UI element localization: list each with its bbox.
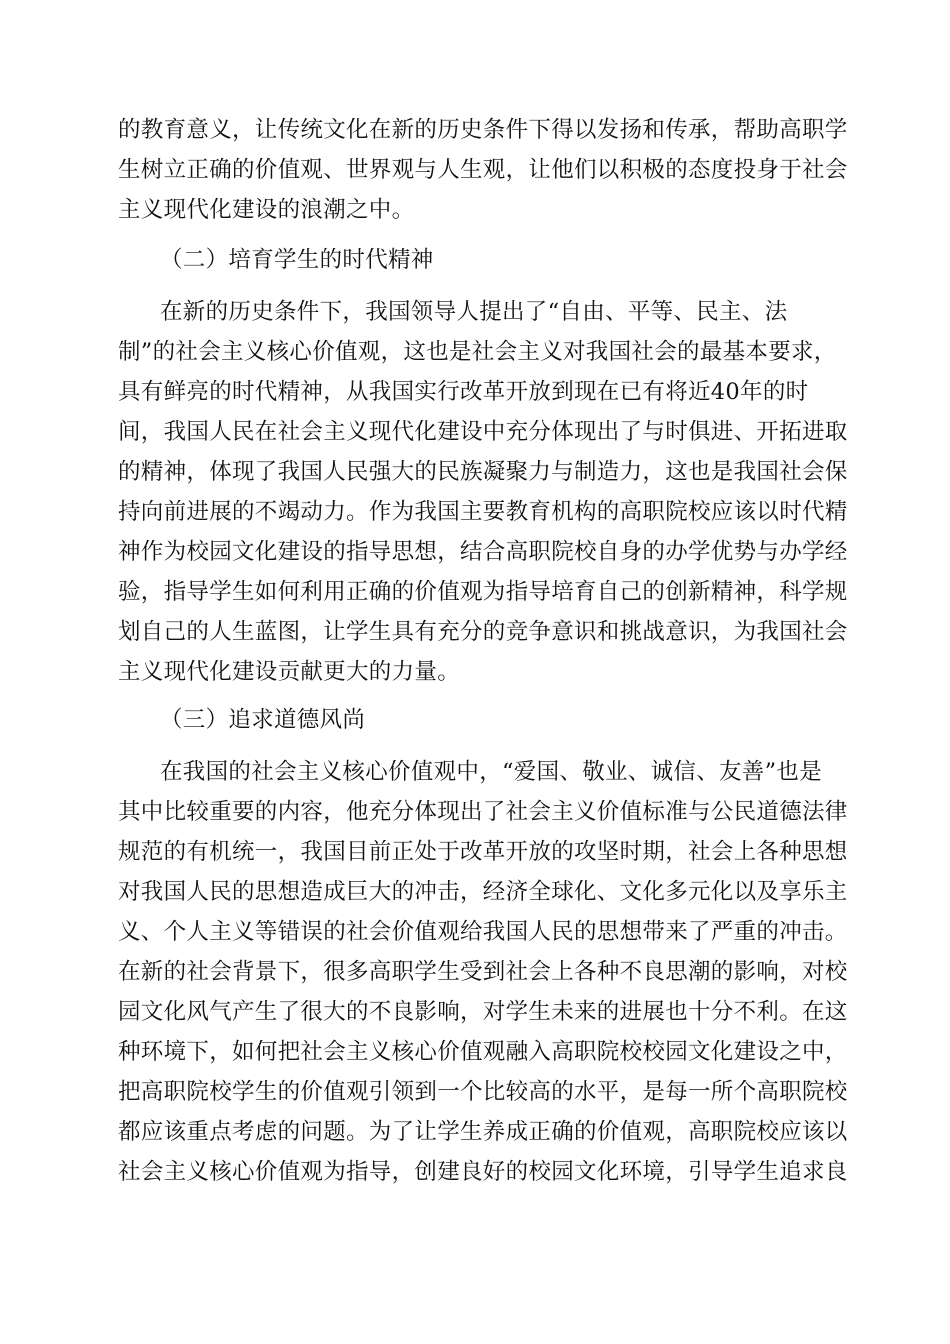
text-line: 划自己的人生蓝图，让学生具有充分的竞争意识和挑战意识，为我国社会 [118, 619, 848, 645]
text-line: 园文化风气产生了很大的不良影响，对学生未来的进展也十分不利。在这 [118, 999, 848, 1025]
text-line: 制”的社会主义核心价值观，这也是社会主义对我国社会的最基本要求， [118, 339, 837, 365]
text-line: 在新的历史条件下，我国领导人提出了“自由、平等、民主、法 [160, 299, 788, 325]
text-line: 把高职院校学生的价值观引领到一个比较高的水平，是每一所个高职院校 [118, 1079, 848, 1105]
text-line: 验，指导学生如何利用正确的价值观为指导培育自己的创新精神，科学规 [118, 579, 848, 605]
text-line: 规范的有机统一，我国目前正处于改革开放的攻坚时期，社会上各种思想 [118, 839, 848, 865]
section-heading: （三）追求道德风尚 [160, 707, 366, 733]
text-line: 其中比较重要的内容，他充分体现出了社会主义价值标准与公民道德法律 [118, 799, 848, 825]
text-line: 对我国人民的思想造成巨大的冲击，经济全球化、文化多元化以及享乐主 [118, 879, 848, 905]
section-heading: （二）培育学生的时代精神 [160, 247, 434, 273]
text-line: 生树立正确的价值观、世界观与人生观，让他们以积极的态度投身于社会 [118, 157, 848, 183]
text-line: 在我国的社会主义核心价值观中，“爱国、敬业、诚信、友善”也是 [160, 759, 823, 785]
text-line: 间，我国人民在社会主义现代化建设中充分体现出了与时俱进、开拓进取 [118, 419, 848, 445]
text-line: 主义现代化建设的浪潮之中。 [118, 197, 415, 223]
text-line: 义、个人主义等错误的社会价值观给我国人民的思想带来了严重的冲击。 [118, 919, 848, 945]
text-line: 持向前进展的不竭动力。作为我国主要教育机构的高职院校应该以时代精 [118, 499, 848, 525]
text-line: 社会主义核心价值观为指导，创建良好的校园文化环境，引导学生追求良 [118, 1159, 848, 1185]
text-line: 的教育意义，让传统文化在新的历史条件下得以发扬和传承，帮助高职学 [118, 117, 848, 143]
text-line: 都应该重点考虑的问题。为了让学生养成正确的价值观，高职院校应该以 [118, 1119, 848, 1145]
text-line: 具有鲜亮的时代精神，从我国实行改革开放到现在已有将近40年的时 [118, 379, 809, 405]
text-line: 主义现代化建设贡献更大的力量。 [118, 659, 461, 685]
text-line: 种环境下，如何把社会主义核心价值观融入高职院校校园文化建设之中， [118, 1039, 848, 1065]
text-line: 在新的社会背景下，很多高职学生受到社会上各种不良思潮的影响，对校 [118, 959, 848, 985]
text-line: 的精神，体现了我国人民强大的民族凝聚力与制造力，这也是我国社会保 [118, 459, 848, 485]
text-line: 神作为校园文化建设的指导思想，结合高职院校自身的办学优势与办学经 [118, 539, 848, 565]
